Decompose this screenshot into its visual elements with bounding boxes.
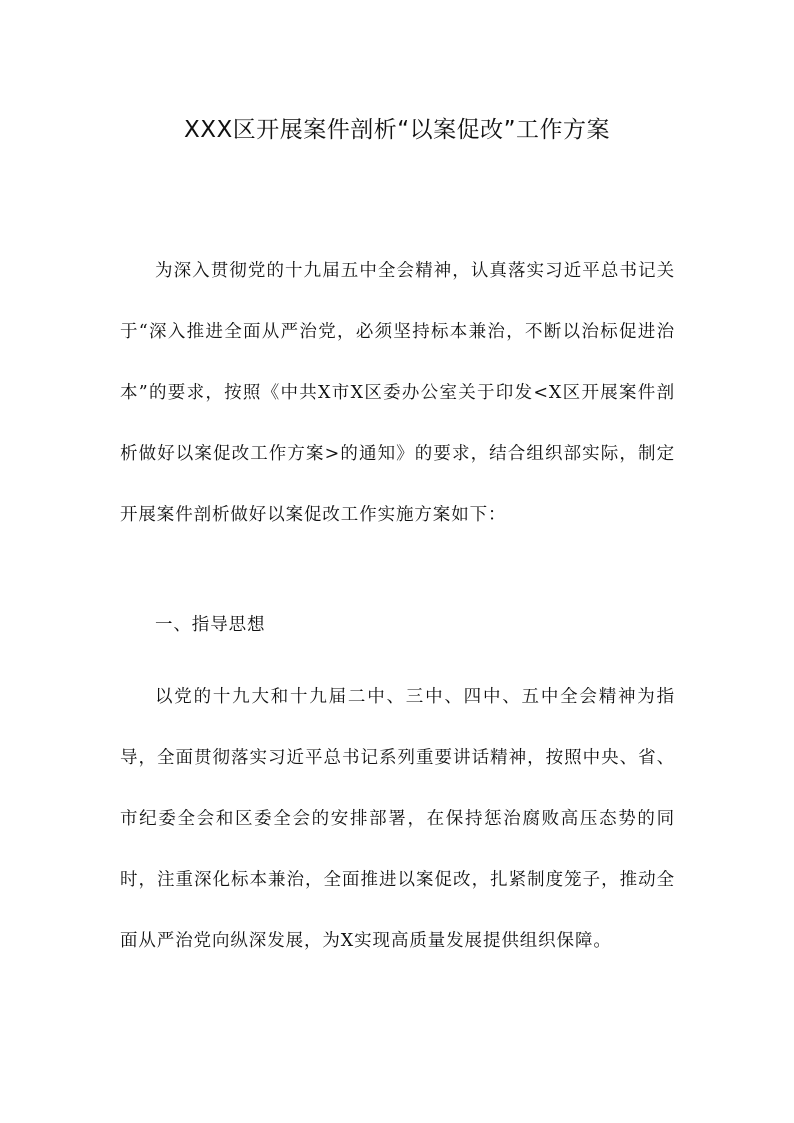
- intro-paragraph: 为深入贯彻党的十九届五中全会精神，认真落实习近平总书记关于“深入推进全面从严治党，必须坚持标本兼治，不断以治标促进治本”的要求，按照《中共X市X区委办公室关于印发<X区开展案件剖析做好以案促改工作方案>的通知》的要求，结合组织部实际，制定开展案件剖析做好以案促改工作实施方案如下：: [120, 261, 675, 525]
- document-title: XXX区开展案件剖析“以案促改”工作方案: [183, 117, 611, 143]
- section-heading-guiding-ideology: 一、指导思想: [155, 615, 266, 635]
- section-paragraph-guiding-ideology: 以党的十九大和十九届二中、三中、四中、五中全会精神为指导，全面贯彻落实习近平总书记系列重要讲话精神，按照中央、省、市纪委全会和区委全会的安排部署，在保持惩治腐败高压态势的同时，注重深化标本兼治，全面推进以案促改，扎紧制度笼子，推动全面从严治党向纵深发展，为X实现高质量发展提供组织保障。: [120, 687, 675, 951]
